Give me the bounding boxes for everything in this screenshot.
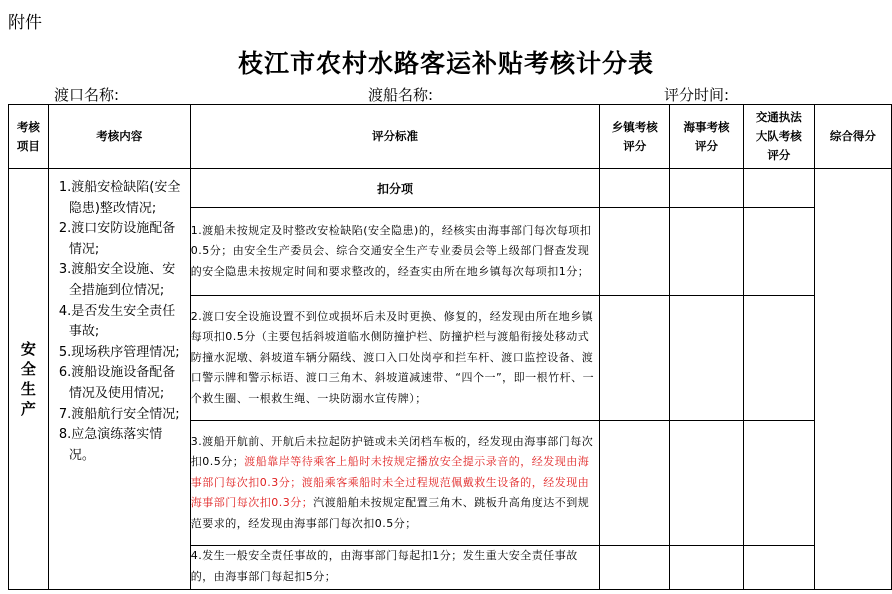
total-score-cell[interactable] bbox=[814, 169, 891, 590]
content-cell bbox=[48, 169, 190, 590]
header-township: 乡镇考核评分 bbox=[600, 105, 670, 169]
content-item: 6.渡船设施设备配备情况及使用情况; bbox=[58, 365, 176, 401]
item-cell bbox=[9, 169, 49, 590]
content-item: 5.现场秩序管理情况; bbox=[58, 344, 180, 360]
criteria-3-red-1: 渡船靠岸等待乘客上船时未按规定播放安全提示录音的，经发现由海事部门每次扣0.3分； bbox=[190, 455, 590, 489]
township-score-cell[interactable] bbox=[600, 208, 670, 296]
content-item: 8.应急演练落实情况。 bbox=[58, 427, 163, 463]
township-score-cell[interactable] bbox=[600, 296, 670, 421]
criteria-3 bbox=[190, 421, 600, 546]
traffic-score-cell[interactable] bbox=[743, 546, 814, 590]
deduction-header: 扣分项 bbox=[190, 169, 600, 208]
criteria-3-red-2: 渡船乘客乘船时未全过程规范佩戴救生设备的，经发现由海事部门每次扣0.3分； bbox=[190, 475, 590, 510]
score-time-label: 评分时间: bbox=[664, 86, 730, 104]
content-item: 7.渡船航行安全情况; bbox=[58, 406, 180, 422]
item-name: 安全生产 bbox=[20, 340, 36, 418]
header-row bbox=[9, 105, 892, 169]
content-item: 1.渡船安检缺陷(安全隐患)整改情况; bbox=[58, 180, 181, 216]
content-item: 4.是否发生安全责任事故; bbox=[58, 303, 176, 340]
header-traffic: 交通执法大队考核评分 bbox=[743, 105, 814, 169]
criteria-2: 2.渡口安全设施设置不到位或损坏后未及时更换、修复的，经发现由所在地乡镇每项扣0.5分（主要包括斜坡道临水侧防撞护栏、防撞护栏与渡船衔接处移动式防撞水泥墩、斜坡道车辆分隔线、渡口入口处岗亭和拦车杆、渡口监控设备、渡口警示牌和警示标语、渡口三角木、斜坡道减速带、“四个一”，即一根竹杆、一个救生圈、一根救生绳、一块防溺水宣传牌）； bbox=[190, 296, 600, 421]
header-item: 考核项目 bbox=[9, 105, 49, 169]
header-total: 综合得分 bbox=[814, 105, 891, 169]
header-criteria: 评分标准 bbox=[190, 105, 600, 169]
score-table bbox=[8, 104, 892, 590]
header-content: 考核内容 bbox=[48, 105, 190, 169]
township-score-cell[interactable] bbox=[600, 421, 670, 546]
criteria-4: 4.发生一般安全责任事故的，由海事部门每起扣1分；发生重大安全责任事故的，由海事部门每起扣5分； bbox=[190, 546, 600, 590]
ferry-point-label: 渡口名称: bbox=[54, 86, 120, 104]
criteria-3-part-a: 3.渡船开航前、开航后未拉起防护链或未关闭档车板的，经发现由海事部门每次扣0.5分； bbox=[190, 434, 594, 469]
content-item: 2.渡口安防设施配备情况; bbox=[58, 221, 176, 257]
maritime-score-cell[interactable] bbox=[670, 421, 744, 546]
criteria-3-part-b: 汽渡船舶未按规定配置三角木、跳板升高角度达不到规范要求的，经发现由海事部门每次扣0.5分； bbox=[190, 496, 590, 530]
content-item: 3.渡船安全设施、安全措施到位情况; bbox=[58, 262, 176, 298]
attachment-label: 附件 bbox=[8, 13, 42, 33]
township-score-cell[interactable] bbox=[600, 546, 670, 590]
maritime-score-cell[interactable] bbox=[670, 208, 744, 296]
maritime-score-cell[interactable] bbox=[670, 546, 744, 590]
criteria-1: 1.渡船未按规定及时整改安检缺陷(安全隐患)的，经核实由海事部门每次每项扣0.5分；由安全生产委员会、综合交通安全生产专业委员会等上级部门督查发现的安全隐患未按规定时间和要求整改的，经查实由所在地乡镇每次每项扣1分； bbox=[190, 208, 600, 296]
traffic-score-cell[interactable] bbox=[743, 208, 814, 296]
header-maritime: 海事考核评分 bbox=[670, 105, 744, 169]
maritime-score-cell[interactable] bbox=[670, 296, 744, 421]
traffic-score-cell[interactable] bbox=[743, 169, 814, 208]
ferry-boat-label: 渡船名称: bbox=[368, 86, 434, 104]
maritime-score-cell[interactable] bbox=[670, 169, 744, 208]
deduction-row bbox=[9, 169, 892, 208]
township-score-cell[interactable] bbox=[600, 169, 670, 208]
traffic-score-cell[interactable] bbox=[743, 421, 814, 546]
page-title: 枝江市农村水路客运补贴考核计分表 bbox=[237, 49, 654, 78]
traffic-score-cell[interactable] bbox=[743, 296, 814, 421]
